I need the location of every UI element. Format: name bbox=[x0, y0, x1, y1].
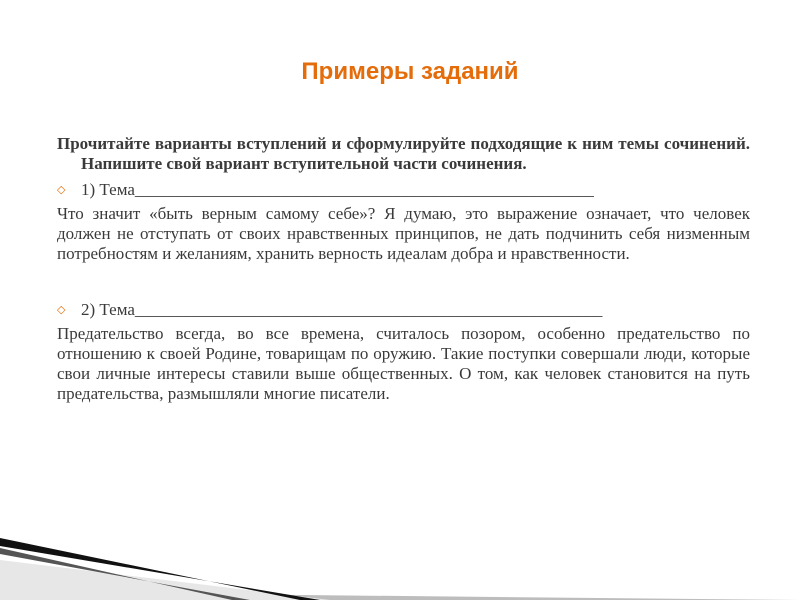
diamond-outline-icon: ◇ bbox=[57, 303, 66, 316]
theme-line-1 bbox=[57, 180, 750, 202]
diamond-outline-icon: ◇ bbox=[57, 183, 66, 196]
task-instruction: Прочитайте варианты вступлений и сформулируйте подходящие к ним темы сочинений. Напишите свой вариант вступительной части сочинения. bbox=[57, 134, 750, 173]
intro-text-1: Что значит «быть верным самому себе»? Я думаю, это выражение означает, что человек должен не отступать от своих нравственных принципов, не дать подчинить себя низменным потребностям и желаниям, хранить верность идеалам добра и нравственности. bbox=[57, 204, 750, 263]
slide-title: Примеры заданий bbox=[301, 58, 519, 85]
slide-content bbox=[57, 134, 750, 404]
intro-text-2: Предательство всегда, во все времена, считалось позором, особенно предательство по отношению к своей Родине, товарищам по оружию. Такие поступки совершали люди, которые свои личные интересы ставили выше общественных. О том, как человек становится на путь предательства, размышляли многие писатели. bbox=[57, 324, 750, 403]
spacer bbox=[57, 264, 750, 294]
theme-line-2 bbox=[57, 300, 750, 322]
theme-label-1: 1) Тема______________________________________________________ bbox=[81, 180, 594, 199]
theme-label-2: 2) Тема_______________________________________________________ bbox=[81, 300, 603, 319]
corner-decoration bbox=[0, 490, 800, 600]
